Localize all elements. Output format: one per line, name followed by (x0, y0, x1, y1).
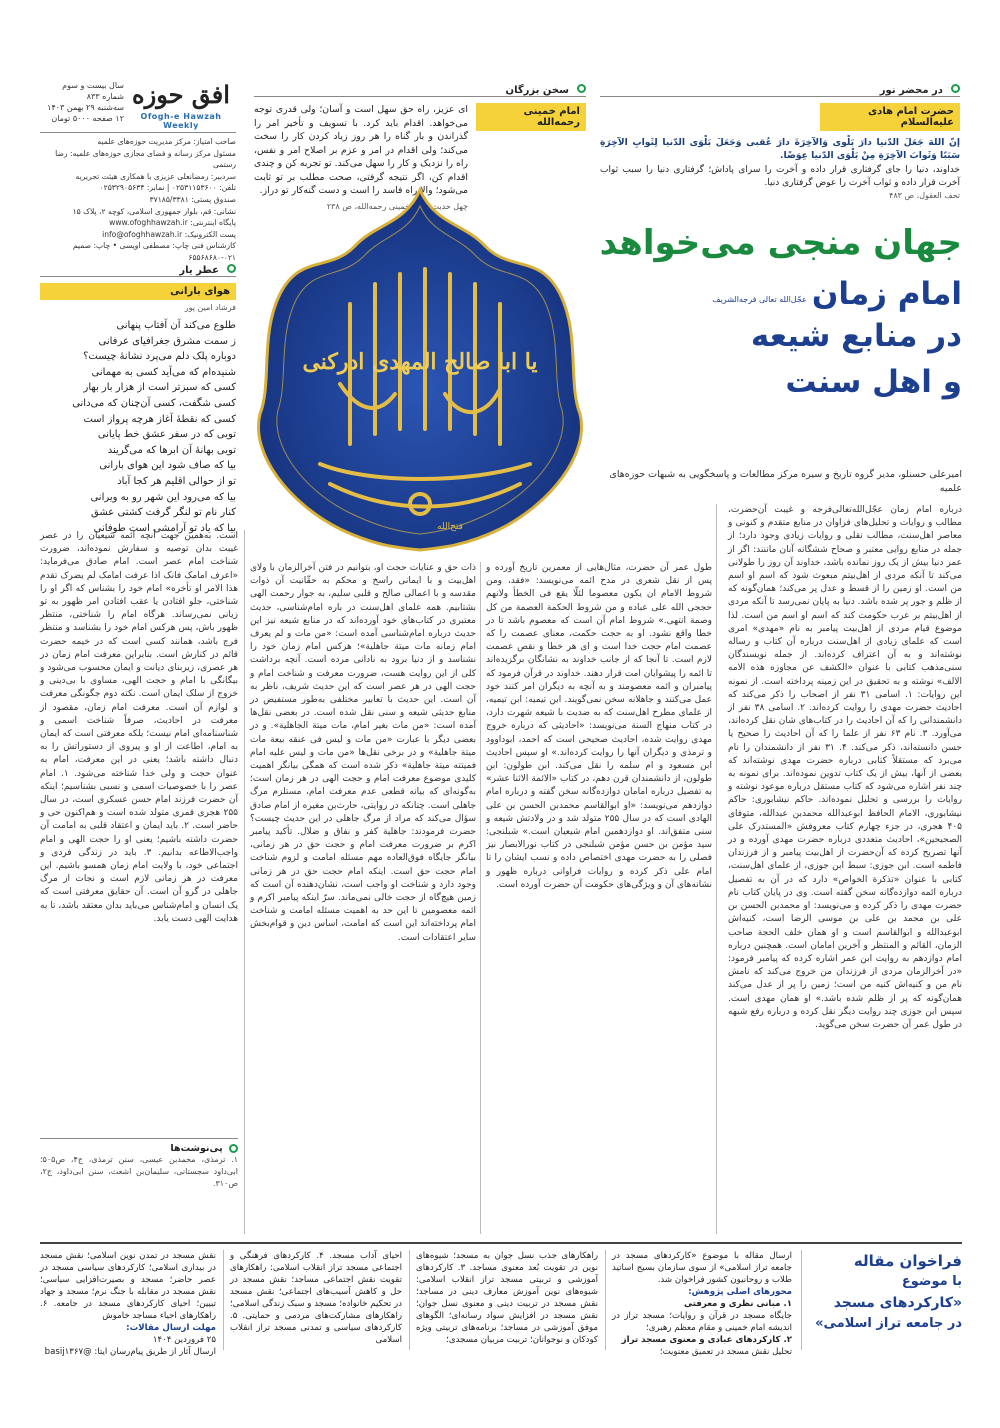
poem-body (40, 318, 236, 536)
mahzar-section (600, 78, 960, 200)
staff-line: تلفن: ۰۲۵۳۱۱۵۳۶۰۰ | نمابر: ۰۲۵۳۲۹۰۵۶۳۴ (99, 183, 236, 193)
masthead (40, 78, 236, 262)
call-axis-item: ۲. کارکردهای عبادی و معنوی مسجد تراز (621, 1335, 792, 1345)
attar-section (40, 258, 236, 534)
poem-title: هوای بارانی (40, 283, 236, 300)
sokhan-header (254, 78, 586, 97)
staff-list (40, 136, 236, 264)
call-col-4 (40, 1250, 216, 1357)
poem-line: کنار نام تو لنگر گرفت کشتی عشق (91, 507, 236, 519)
sokhan-text: ای عزیز، راه حق سهل است و آسان؛ ولی قدری توجه می‌خواهد. اقدام باید کرد. با تسویف و تأخیر امر را گذراندن و بار گناه را هر روز زیاد کردن کار را سخت می‌کند؛ ولی اقدام در امر و عزم بر اصلاح امر و نفس، راه را نزدیک و کار را سهل می‌کند. تو تجربه کن و چندی اقدام کن، اگر نتیجه گرفتی، صحت مطلب بر تو ثابت می‌شود؛ والا راه فاسد را است و دست گنه‌کار تو دراز. (254, 104, 468, 196)
poem-line: کسی که نقطهٔ آغاز هرچه پرواز است (83, 413, 236, 425)
poem-line: ز سمت مشرق جغرافیای عرفانی (98, 335, 236, 347)
call-axis-item: ۱. مبانی نظری و معرفتی (684, 1299, 792, 1309)
article-col-right: درباره امام زمان عجّل‌الله‌تعالی‌فرجه و غیبت آن‌حضرت، مطالب و روایات و تحلیل‌های فراوان در منابع متقدم و کنونی و معاصر اهل‌سنت، مطالب نقلی و روایات زیادی وجود دارد؛ از جمله در منابع روایی معتبر و صحاح ششگانه آنان ماننند: اگر از عمر دنیا بیش از یک روز نمانده باشد، خداوند آن روز را طولانی می‌کند تا آنکه مردی از اهل‌بیتم مبعوث شود که اسم او اسم من است. او زمین را از قسط و عدل پر می‌کند؛ همان‌گونه که از ظلم و جور پر شده باشد. دنیا به پایان نمی‌رسد تا آنکه مردی از اهل‌بیتم بر عرب حکومت کند که اسم او اسم من است. لذا موضوع قیام مردی از اهل‌بیت پیامبر به نام «مهدی» امری است که علمای زیادی از اهل‌سنت درباره آن کتاب و رساله نوشته‌اند و به آن اعتراف کرده‌اند. از جمله نویسندگان سنی‌مذهب کتابی با عنوان «الکشف عن مجاوزه هذه الامه الالف» نوشته و به تحقیق در این زمینه پرداخته است. از نمونه این روایات: ۱. اسامی ۳۱ نفر از اصحاب را ذکر می‌کند که احادیث حضرت مهدی را روایت کرده‌اند. ۲. اسامی ۳۸ نفر از دانشمندانی را که آن احادیث را در کتاب‌های شان نقل کرده‌اند، می‌آورد. ۳. نام ۶۳ نفر از علما را که آن احادیث را صحیح یا حسن دانسته‌اند، ذکر می‌کند. ۴. ۳۱ نفر از دانشمندان را نام می‌برد که مستقلاً کتابی درباره حضرت مهدی نوشته‌اند که بعضی از آنها، بیش از یک کتاب تدوین نموده‌اند. برای نمونه به چند نفر اشاره می‌شود که کتاب مستقل درباره موعود نوشته و روایات را بررسی و تحلیل نموده‌اند. حاکم نیشابوری: حاکم نیشابوری، الامام الحافظ ابوعبدالله محمدبن عبدالله، متوفای ۴۰۵ هجری، در جزء چهارم کتاب معروفش «المستدرک علی الصحیحین»، احادیث متعددی درباره حضرت مهدی آورده و در آنها تصریح کرده که آن‌حضرت از اهل‌بیت پیامبر و از فرزندان فاطمه است. ابن جوزی: سبط ابن جوزی، از علمای اهل‌سنت، کتابی با عنوان «تذکرة الخواص» دارد که در آن به تفصیل درباره ائمه دوازده‌گانه سخن گفته است. وی در پایان کتاب نام حضرت مهدی را ذکر کرده و می‌نویسد: او محمدبن الحسن بن علی بن محمد بن علی بن موسی الرضا است، کنیه‌اش ابوعبدالله و ابوالقاسم است و او همان خلف الحجة صاحب الزمان، القائم و المنتظر و آخرین امامان است. همچنین درباره امام دوازدهم به روایت ابن عمر اشاره کرده که پیامبر فرمود: «در آخرالزمان مردی از فرزندان من خروج می‌کند که نامش نام من و کنیه‌اش کنیه من است؛ زمین را پر از عدل می‌کند همان‌گونه که پر از ظلم شده باشد.» او همان مهدی است. سپس ابن جوزی چند روایت دیگر نقل کرده و درباره رفع شبهه در طول عمر آن حضرت سخن می‌گوید. (728, 505, 963, 1030)
issue-price: ۱۲ صفحه ۵۰۰۰ تومان (51, 114, 124, 123)
mahzar-header (600, 78, 960, 97)
honorific-icon: عجّل‌الله تعالی فرجه‌الشریف (712, 294, 807, 304)
headline-title3: و اهل سنت (785, 364, 962, 400)
call-col-4-text: نقش مسجد در تمدن نوین اسلامی؛ نقش مسجد در بیداری اسلامی؛ کارکردهای سیاسی مسجد در عصر حاضر؛ مسجد و بصیرت‌افزایی سیاسی؛ نقش مسجد در مقابله با جنگ نرم؛ مسجد و جهاد تبیین؛ احیای کارکردهای مسجد در جامعه. ۶. راهکارهای احیاء مساجد خاموش (40, 1251, 216, 1321)
poem-line: بیا که صاف شود این هوای بارانی (99, 460, 236, 472)
call-title1: فراخوان مقاله (853, 1252, 962, 1270)
poem-line: کسی شگفت، کسی آن‌چنان که می‌دانی (72, 397, 236, 409)
logo (126, 78, 236, 128)
website-link[interactable]: پایگاه اینترنتی: www.ofoghhawzah.ir (109, 218, 236, 228)
calligraphy-text: یا ابا صالح المهدی ادرکنی (302, 349, 538, 375)
call-title3: «کارکردهای مسجد (833, 1295, 962, 1311)
poem-line: بیا که یاد تو آرامشی است طوفانی (93, 522, 236, 534)
footnotes (40, 1138, 238, 1190)
call-axis-item: جایگاه مسجد در قرآن و روایات؛ مسجد تراز در اندیشه امام خمینی و مقام معظم رهبری؛ (612, 1311, 792, 1333)
calligraphy-artwork (250, 184, 590, 554)
issue-info (40, 80, 124, 124)
call-deadline: ۲۵ فروردین ۱۴۰۴ (152, 1335, 216, 1345)
sokhan-section (254, 78, 586, 211)
logo-en: Ofogh-e Hawzah Weekly (140, 112, 222, 130)
sokhan-who: امام خمینی رحمه‌الله (476, 103, 586, 131)
sokhan-source: چهل حدیث، امام خمینی رحمه‌الله، ص ۲۳۸ (326, 201, 468, 211)
headline-block (600, 220, 962, 460)
mahzar-source: تحف العقول، ص ۴۸۳ (889, 191, 960, 200)
call-col-1 (612, 1250, 792, 1357)
article-col-left-text: است. به‌همین جهت آنچه ائمه شیعیان را در عصر غیبت بدان توصیه و سفارش نموده‌اند، ضرورت شناخت امام عصر است. امام صادق می‌فرماید: «اعرف امامک فانک اذا عرفت امامک لم یضرک تقدم هذا الامر او تأخره» امام خود را بشناس که اگر او را شناختی، جلو افتادن یا عقب افتادن امر ظهور به تو زیانی نمی‌رساند. هرگاه امام را شناختی، منتظر ظهور باش، پس هرکس امام خود را بشناسد و منتظر فرج باشد، همانند کسی است که در خیمه حضرت قائم در کنارش است. بنابراین معرفت امام زمان در هر عصری، زیربنای دیانت و ایمان محسوب می‌شود و بیگانگی با امام و حجت الهی، مساوی با بی‌دینی و خروج از سلک ایمان است. نکته دوم جگونگی معرفت و لوازم آن است. معرفت امام زمان، مقصود از معرفت در احادیث، صرفاً شناخت اسمی و شناسنامه‌ای امام نیست؛ بلکه معرفتی است که ایمان به امام، اطاعت از او و پیروی از دستوراتش را به دنبال داشته باشد؛ یعنی در این معرفت، امام به عنوان حجت و ولی خدا شناخته می‌شود. ۱. امام عصر را با خصوصیات اسمی و نسبی بشناسیم؛ اینکه آن حضرت فرزند امام حسن عسکری است، در سال ۲۵۵ هجری قمری متولد شده است و هم‌اکنون حی و حاضر است. ۲. باید ایمان و اعتقاد قلبی به امامت آن حضرت داشته باشیم؛ یعنی او را حجت الهی و امام واجب‌الاطاعه بدانیم. ۳. باید در زندگی فردی و اجتماعی خود، با ولایت امام زمان همسو باشیم. این معرفت در هر زمانی لازم است و نجات از مرگ جاهلی در گرو آن است. آن حقایق معرفتی است که یک انسان و امام‌شناس می‌باید بدان معتقد باشد، تا به هدایت الهی دست یابد. (40, 531, 238, 924)
attar-section-title: عطر یار (179, 265, 219, 276)
call-title-box (812, 1250, 962, 1350)
call-intro: ارسال مقاله با موضوع «کارکردهای مسجد در جامعه تراز اسلامی» از سوی سازمان بسیج اساتید طلاب و روحانیون کشور فراخوان شد. (612, 1251, 792, 1285)
mahzar-arabic: إنّ اللهَ جَعَلَ الدّنیا دارَ بَلْوی وَالآخِرَةَ دارَ عُقبی وَجَعَلَ بَلْوَی الدّنیا لِثَوابِ الآخِرَةِ سَبَبًا وَثَوابَ الآخِرَةِ مِنْ بَلْوَی الدّنیا عِوَضًا. (600, 137, 960, 161)
poem-author: فرشاد امین پور (184, 303, 236, 312)
article-col-center-1: طول عمر آن حضرت، مثال‌هایی از معمرین تاریخ آورده و پس از نقل شعری در مدح ائمه می‌نویسد: «فقد، ومن شروط الامام ان یکون معصوما لئلّا یقع فی الخطأ ولانهم حججی الله علی عباده و من شروط الحکمة العصمة من کل وصمة انتهی.» شروط امام آن است که معصوم باشد تا در خطا واقع نشود. او به حجت حکمت، معنای عصمت را که عصمت امام حجت خدا است و ای هر خطا و نقص عصمت لازم است. تا آنجا که از جانب خداوند به نشانگان برگزیده‌اند تا ائمه را پیشوایان امت قرار دهند. خداوند در قرآن فرمود که پیامبران و ائمه معصومند و به آنچه به دیگران امر کنند خود عمل می‌کنند و جاهلانه سخن نمی‌گویند. ابن تیمیه: ابن تیمیه، از علمای مطرح اهل‌سنت که به ضدیت با شیعه شهرت دارد، در کتاب منهاج السنة می‌نویسد: «احادیثی که درباره خروج مهدی روایت شده، احادیث صحیحی است که احمد، ابوداوود و ترمذی و دیگران آنها را روایت کرده‌اند.» او سپس احادیث ابن مسعود و ام سلمه را نقل می‌کند. ابن طولون: ابن طولون، از دانشمندان قرن دهم، در کتاب «الائمة الاثنا عشر» به تفصیل درباره امامان دوازده‌گانه سخن گفته و درباره امام دوازدهم می‌نویسد: «او ابوالقاسم محمدبن الحسن بن علی الهادی است که در سال ۲۵۵ متولد شد و در ولادتش شیعه و سنی متفق‌اند. او دوازدهمین امام شیعیان است.» شبلنجی: سید مؤمن بن حسن مؤمن شبلنجی در کتاب نورالابصار نیز فصلی را به حضرت مهدی اختصاص داده و نسب ایشان را تا امام علی ذکر کرده و روایات فراوانی درباره ظهور و نشانه‌های آن و ویژگی‌های حکومت آن حضرت آورده است. (486, 563, 712, 890)
mahzar-who: حضرت امام هادی علیه‌السلام (820, 103, 960, 131)
call-title4: در جامعه تراز اسلامی» (815, 1316, 962, 1331)
issue-number: شماره ۸۳۳ (86, 92, 124, 101)
article-col-left (40, 530, 238, 1234)
footnotes-heading: پی‌نوشت‌ها (170, 1143, 223, 1154)
headline-title-line1 (600, 276, 962, 312)
poem-line: طلوع می‌کند آن آفتاب پنهانی (116, 320, 236, 331)
artist-signature: فتح‌الله (437, 522, 463, 532)
article-col-center-2: ذات حق و عنایات حجت او، بتوانیم در فتن آخرالزمان با ولای اهل‌بیت و با ایمانی راسخ و محکم به حقّانیت آن ذوات مقدسه و با اعمالی صالح و قلبی سلیم، به جوار رحمت الهی بشتابیم. همه علمای اهل‌سنت در باره امام‌شناسی، حدیث معتبری در کتاب‌های خود آورده‌اند که در منابع شیعه نیز این حدیث درباره امام‌شناسی آمده است: «من مات و لم یعرف امام زمانه مات میتة جاهلیة»؛ هرکس امام زمان خود را نشناسد و از دنیا برود به نادانی مرده است. آنچه برداشت کلی از این روایت هست، ضرورت معرفت و شناخت امام و حجت الهی در هر عصر است که این حدیث شریف، ناظر به آن است. این حدیث با تعابیر مختلفی به‌طور مستفیض در منابع حدیثی شیعه و سنی نقل شده است. در بعضی نقل‌ها آمده است: «من مات بغیر امام، مات میتة الجاهلیة». و در بعضی دیگر با عبارت «من مات و لیس فی عنقه بیعة مات میتة جاهلیة» و در برخی نقل‌ها «من مات و لیس علیه امام فمیتته میتة جاهلیة» ذکر شده است که همگی بیانگر اهمیت کلیدی موضوع معرفت امام و حجت الهی در هر زمان است؛ به‌گونه‌ای که بیانه قطعی عدم معرفت امام، مستلزم مرگ جاهلی است. چنانکه در روایتی، حارث‌بن مغیره از امام صادق سؤال می‌کند که مراد از مرگ جاهلی در این حدیث چیست؟ حضرت فرمودند: جاهلیة کفر و نفاق و ضلال. تأکید پیامبر اکرم بر ضرورت معرفت امام و حجت حق در هر زمانی، بیانگر جایگاه فوق‌العاده مهم مسئله امامت و لزوم شناخت امام حجت حق است. اینکه امام حجت حق در هر زمانی وجود دارد و شناخت او واجب است، نشان‌دهنده آن است که زمین هیچ‌گاه از حجت خالی نمی‌ماند. سرّ اینکه پیامبر اکرم و ائمه معصومین تا این حد به اهمیت مسئله امامت و شناخت امام پرداخته‌اند این است که امامت، اساس دین و قوام‌بخش سایر اعتقادات است. (250, 563, 476, 943)
poem-line: تویی بهانهٔ آن ابرها که می‌گریند (107, 444, 236, 456)
staff-line: مسئول مرکز رسانه و فضای مجازی حوزه‌های علمیه: رضا رستمی (55, 148, 236, 170)
poem-line: کسی که سبزتر است از هزار بار بهار (83, 382, 236, 394)
section-dot-icon (577, 84, 586, 93)
section-dot-icon (951, 84, 960, 93)
headline-kicker: جهان منجی می‌خواهد (599, 223, 962, 263)
poem-line: تویی که در سفر عشق خط پایانی (97, 429, 236, 441)
poem-line: تو از حوالی اقلیم هر کجا آباد (117, 475, 236, 487)
call-title2: با موضوع (901, 1274, 962, 1289)
call-col-3: احیای آداب مسجد. ۴. کارکردهای فرهنگی و اجتماعی مسجد تراز انقلاب اسلامی: راهکارهای تقویت نقش اجتماعی مساجد؛ نقش مسجد در حل و کاهش آسیب‌های اجتماعی؛ نقش مسجد در تحکیم خانواده؛ مسجد و سبک زندگی اسلامی؛ راهکارهای مشارکت‌های مردمی و حمایتی. ۵. کارکردهای سیاسی و تمدنی مسجد تراز انقلاب اسلامی (230, 1251, 402, 1345)
email-link[interactable]: پست الکترونیک: info@ofoghhawzah.ir (102, 229, 236, 239)
issue-date: سه‌شنبه ۲۹ بهمن ۱۴۰۳ (47, 103, 124, 112)
staff-line: نشانی: قم، بلوار جمهوری اسلامی، کوچه ۲، پلاک ۱۵ (72, 206, 236, 216)
mahzar-persian: خداوند، دنیا را جای گرفتاری قرار داده و آخرت را سرای پاداش؛ گرفتاری دنیا را سبب ثواب آخرت قرار داده و ثواب آخرت را عوض گرفتاری دنیا. (600, 165, 960, 188)
staff-line: کارشناس فنی چاپ: مصطفی اویسی • چاپ: صمیم ۰۲۱-۶۵۵۶۸۶۸۰ (72, 241, 236, 262)
call-deadline-heading: مهلت ارسال مقالات: (126, 1323, 216, 1333)
staff-line: صندوق پستی: ۳۷۱۸۵/۳۳۸۱ (149, 194, 236, 204)
call-send-link[interactable]: ارسال آثار از طریق پیام‌رسان ایتا: @basij۱۳۶۷ (44, 1347, 216, 1357)
poem-line: دوباره پلک دلم می‌پرد نشانهٔ چیست؟ (83, 351, 236, 363)
call-for-papers (40, 1242, 962, 1357)
poem-line: بیا که می‌رود این شهر رو به ویرانی (90, 491, 236, 503)
poem-line: شنیده‌ام که می‌آید کسی به مهمانی (91, 366, 236, 378)
mahzar-body (600, 103, 960, 131)
sokhan-section-title: سخن بزرگان (505, 85, 569, 96)
headline-title1: امام زمان (811, 276, 962, 312)
staff-line: صاحب امتیاز: مرکز مدیریت حوزه‌های علمیه (97, 137, 236, 146)
issue-year: سال بیست و سوم (62, 81, 124, 90)
section-dot-icon (229, 1144, 238, 1153)
call-col-2: راهکارهای جذب نسل جوان به مسجد؛ شیوه‌های نوین در تقویت بُعد معنوی مساجد. ۳. کارکردهای آموزشی و تربیتی مسجد تراز انقلاب اسلامی: شیوه‌های نوین آموزش معارف دینی در مساجد؛ نقش مسجد در تربیت دینی و معنوی نسل جوان؛ نقش مسجد در افزایش سواد رسانه‌ای؛ الگوهای موفق آموزشی در مساجد؛ برنامه‌های تربیتی ویژه کودکان و نوجوانان؛ تربیت مربیان مسجدی؛ (416, 1251, 598, 1345)
calligraphy-medallion (250, 184, 590, 554)
byline: امیرعلی حسنلو، مدیر گروه تاریخ و سیره مرکز مطالعات و پاسخگویی به شبهات حوزه‌های علمیه (609, 469, 962, 494)
mahzar-section-title: در محضر نور (879, 85, 943, 96)
staff-line: سردبیر: رمضانعلی عزیزی با همکاری هیئت تحریریه (75, 171, 236, 181)
call-axes-heading: محورهای اصلی پژوهش: (688, 1287, 792, 1297)
footnotes-title (40, 1143, 238, 1154)
logo-text: افق حوزه (132, 80, 230, 109)
headline-title2: در منابع شیعه (750, 318, 962, 354)
footnote-item: ۱. ترمذی، محمدبن عیسی، سنن ترمذی، ج۴، ص۵۰۵؛ ابی‌داود سجستانی، سلیمان‌بن اشعث، سنن ابی‌داود، ج۲، ص۳۱۰. (40, 1155, 239, 1188)
call-axis-item: تحلیل نقش مسجد در تعمیق معنویت؛ (659, 1347, 792, 1357)
section-dot-icon (227, 264, 236, 273)
attar-header (40, 258, 236, 277)
